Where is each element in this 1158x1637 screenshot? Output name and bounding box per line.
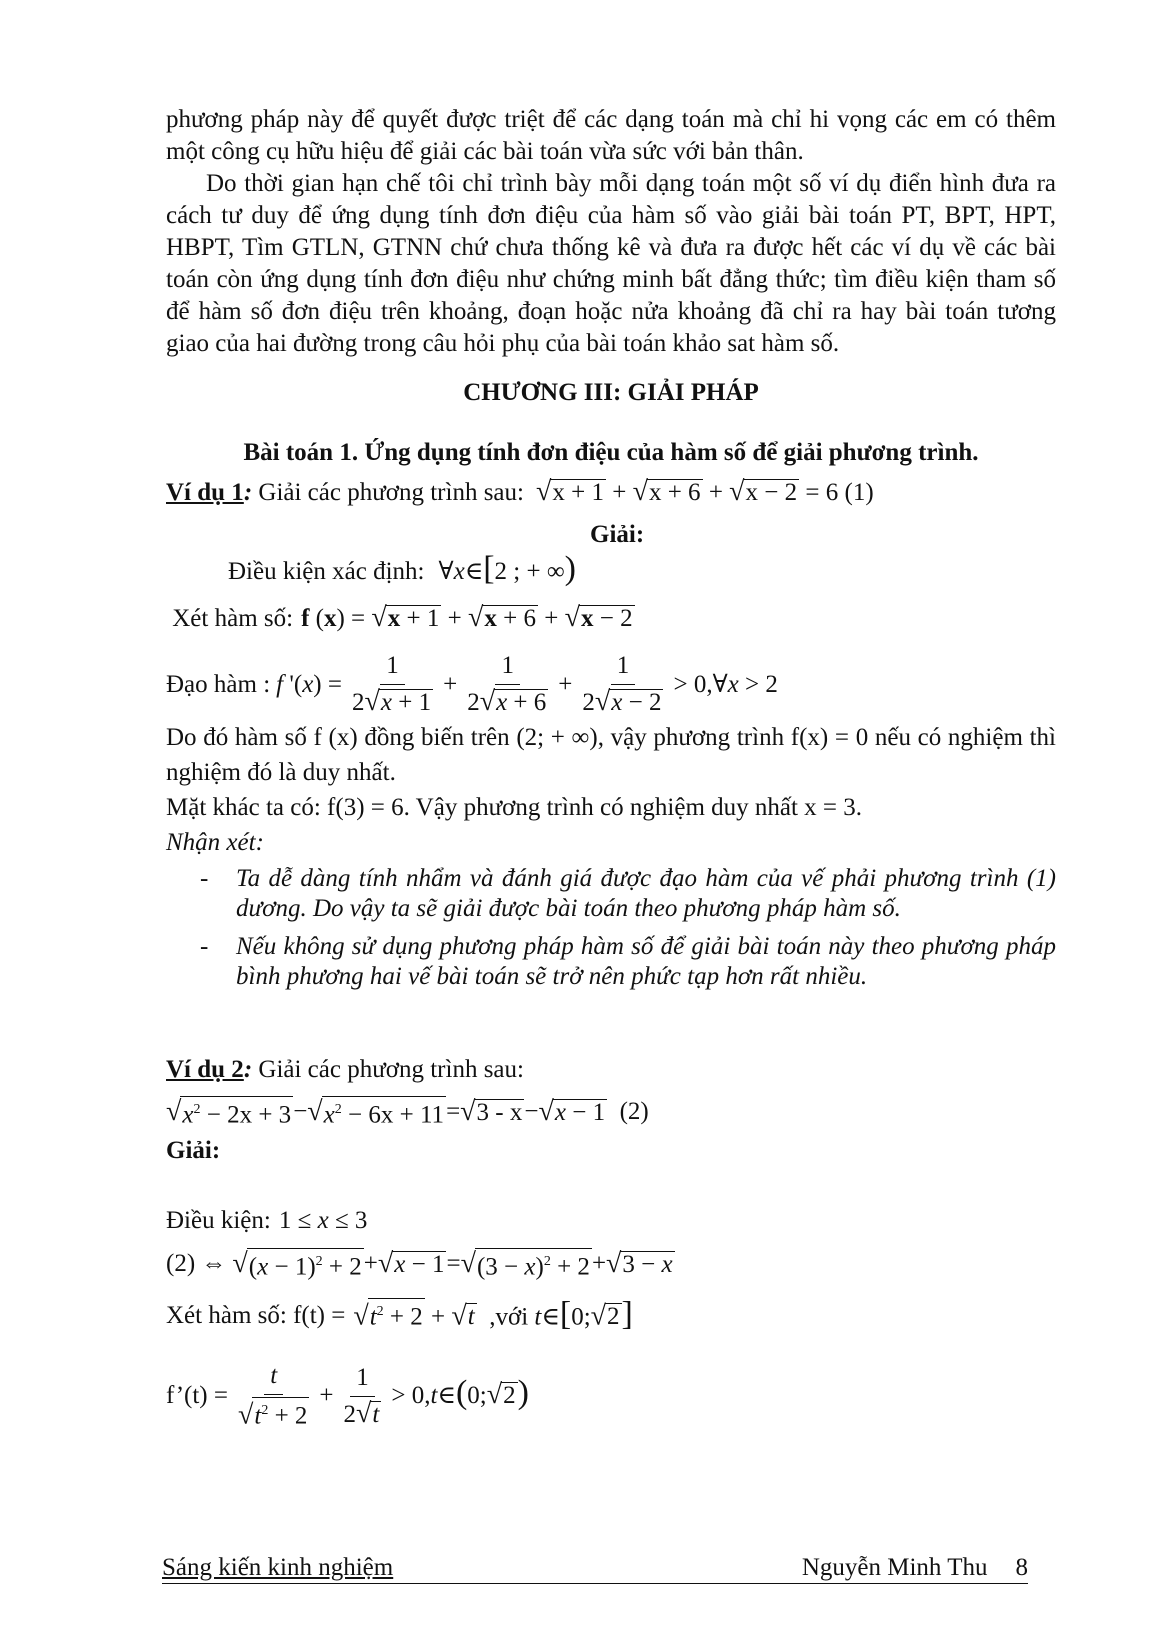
remark-heading: Nhận xét:	[166, 829, 264, 856]
problem-1-title: Bài toán 1. Ứng dụng tính đơn điệu của hàm số để giải phương trình.	[243, 439, 979, 466]
example-2-prompt: Giải các phương trình sau:	[258, 1056, 524, 1083]
function-definition-2: Xét hàm số: f(t) = $√t^2 + 2 + √t$ ,với t∈[0;√2]	[166, 1295, 633, 1333]
transformed-equation: (2) ⇔ √ $(x - 1)^2 + 2$ + √ x − 1 = √ $(3 - x)^2 + 2$ + √ 3 − x	[166, 1248, 673, 1281]
footer-author: Nguyễn Minh Thu	[801, 1554, 988, 1581]
equation-1: √x + 1 + √x + 6 + √x − 2 = 6 (1)	[535, 476, 874, 507]
example-2-solution-heading: Giải:	[166, 1137, 221, 1164]
function-definition-1: Xét hàm số: f (x) = √x + 1 + √x + 6 + √x − 2	[172, 602, 633, 633]
domain-line: Điều kiện xác định: ∀x∈[2 ; + ∞)	[228, 550, 576, 587]
remark-item-1: - Ta dễ dàng tính nhẩm và đánh giá được đạo hàm của vế phải phương trình (1) dương. Do vậy ta sẽ giải được bài toán theo phương pháp hàm số.	[200, 865, 1056, 922]
example-1-solution-heading: Giải:	[590, 521, 645, 548]
domain-expression: ∀x∈[2 ; + ∞)	[438, 550, 576, 587]
intro-paragraph-1: phương pháp này để quyết được triệt để các dạng toán mà chỉ hi vọng các em có thêm một công cụ hữu hiệu để giải các bài toán vừa sức với bản thân.	[166, 106, 1056, 165]
example-2-header: Ví dụ 2 : Giải các phương trình sau:	[166, 1054, 524, 1086]
remark-item-2: - Nếu không sử dụng phương pháp hàm số để giải bài toán này theo phương pháp bình phương hai vế bài toán sẽ trở nên phức tạp hơn rất nhiều.	[200, 933, 1056, 990]
example-1-label: Ví dụ 1	[166, 479, 244, 506]
equation-2: √ $x^2 - 2x + 3$ − √ $x^2 - 6x + 11$ = √ 3 - x − √ x − 1 (2)	[166, 1096, 649, 1129]
derivative-2: f’(t) = $\frac{t}{√t^2 + 2}$ + $\frac{1}{2√t}$ > 0,t∈(0;√2)	[166, 1362, 529, 1431]
chapter-title: CHƯƠNG III: GIẢI PHÁP	[463, 379, 759, 406]
footer-title: Sáng kiến kinh nghiệm	[162, 1554, 394, 1581]
remark-list	[200, 864, 1056, 992]
example-2-label: Ví dụ 2	[166, 1056, 244, 1083]
page-number: 8	[1015, 1554, 1028, 1581]
example-1-header: Ví dụ 1 : Giải các phương trình sau: √x + 1 + √x + 6 + √x − 2 = 6 (1)	[166, 476, 874, 507]
intro-paragraph-2: Do thời gian hạn chế tôi chỉ trình bày mỗi dạng toán một số ví dụ điển hình đưa ra cách tư duy để ứng dụng tính đơn điệu của hàm số vào giải bài toán PT, BPT, HPT, HBPT, Tìm GTLN, GTNN chứ chưa thống kê và đưa ra được hết các ví dụ về các bài toán còn ứng dụng tính đơn điệu như chứng minh bất đẳng thức; tìm điều kiện tham số để hàm số đơn điệu trên khoảng, đoạn hoặc nửa khoảng đã chỉ ra hay bài toán tương giao của hai đường trong câu hỏi phụ của bài toán khảo sat hàm số.	[166, 170, 1056, 357]
example-1-conclusion-1: Do đó hàm số f (x) đồng biến trên (2; + ∞), vậy phương trình f(x) = 0 nếu có nghiệm thì nghiệm đó là duy nhất.	[166, 724, 1056, 786]
footer-author-page	[802, 1553, 1028, 1583]
page-footer	[162, 1553, 1028, 1584]
condition-line: Điều kiện: 1 ≤ x ≤ 3	[166, 1207, 368, 1234]
example-1-conclusion-2: Mặt khác ta có: f(3) = 6. Vậy phương trình có nghiệm duy nhất x = 3.	[166, 794, 863, 821]
example-1-prompt: Giải các phương trình sau:	[258, 479, 524, 506]
derivative-1: Đạo hàm : f '(x) = $\frac{1}{2√x + 1}$ + $\frac{1}{2√x + 6}$ + $\frac{1}{2√x - 2}$ > 0,∀x > 2	[166, 652, 778, 717]
